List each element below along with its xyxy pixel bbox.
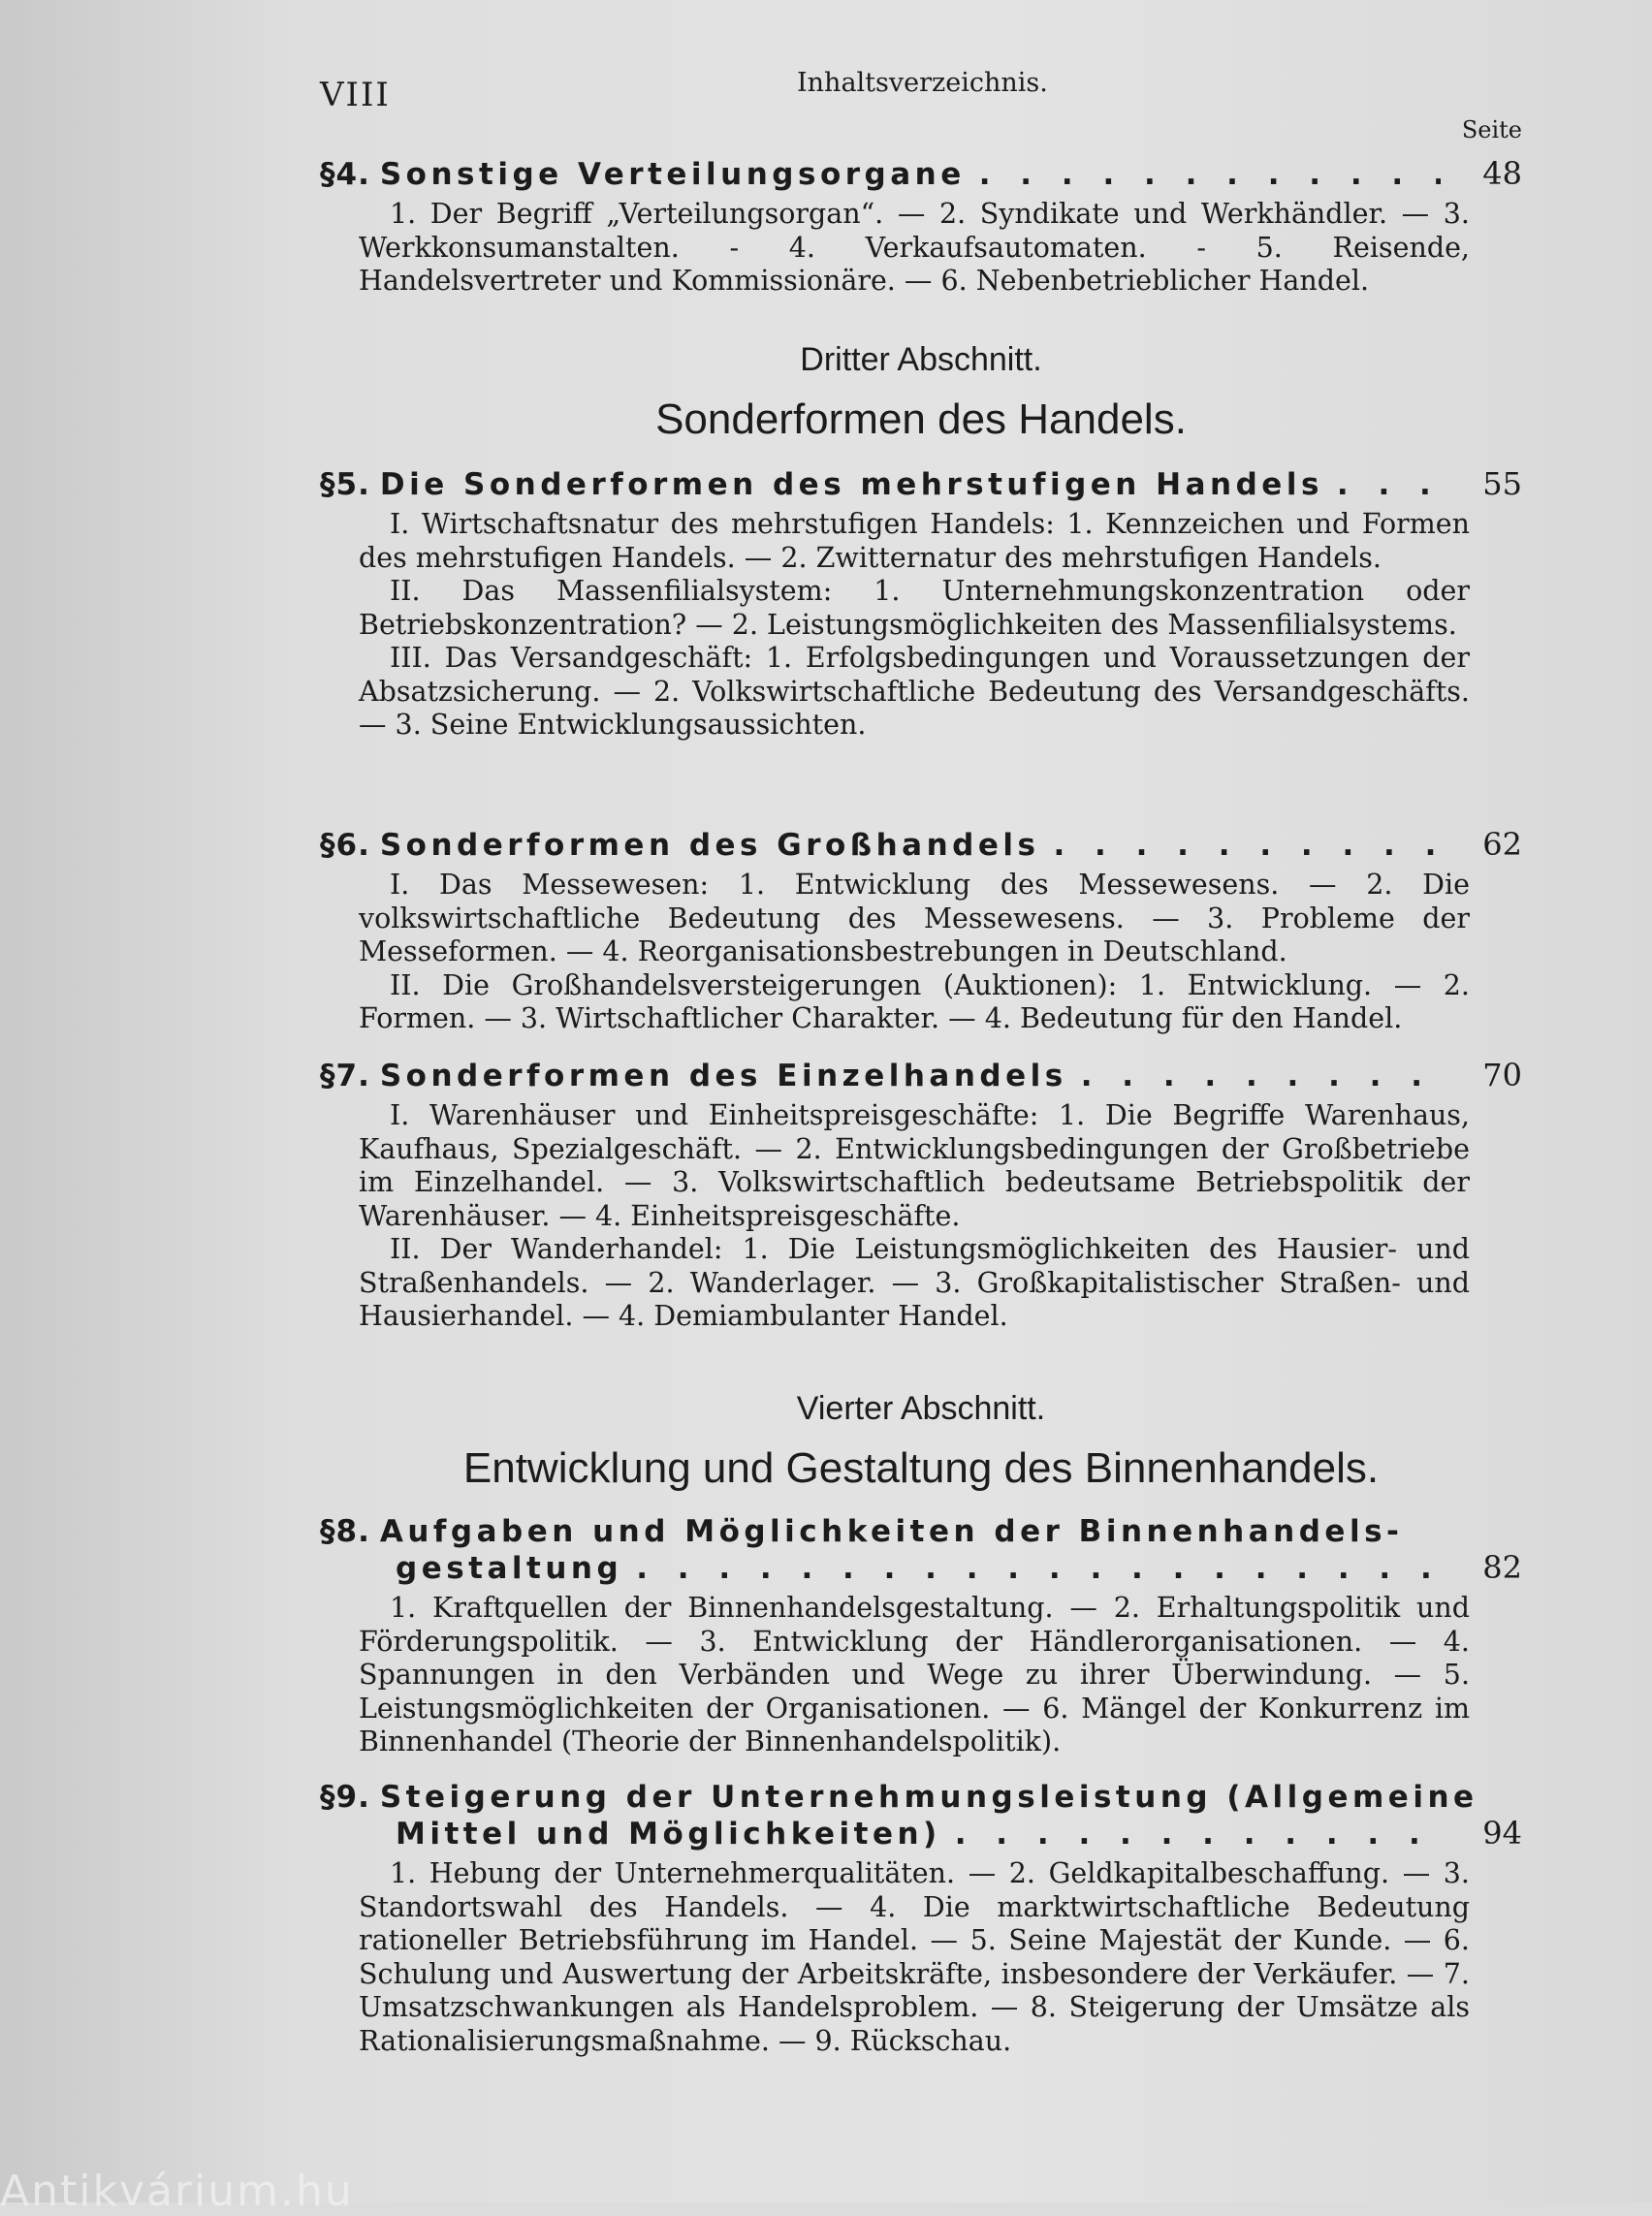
- page-header: [320, 68, 1522, 143]
- toc-paragraph: I. Das Messewesen: 1. Entwicklung des Messewesens. — 2. Die volkswirtschaftliche Bedeutung des Messewesens. — 3. Probleme der Messeformen. — 4. Reorganisationsbestrebungen in Deutschland.: [359, 869, 1470, 967]
- toc-paragraph: 1. Kraftquellen der Binnenhandelsgestaltung. — 2. Erhaltungspolitik und Förderungspolitik. — 3. Entwicklung der Händlerorganisationen. — 4. Spannungen in den Verbänden und Wege zu ihrer Überwindung. — 5. Leistungsmöglichkeiten der Organisationen. — 6. Mängel der Konkurrenz im Binnenhandel (Theorie der Binnenhandelspolitik).: [359, 1592, 1470, 1757]
- section-title: Sonstige Verteilungsorgane: [379, 157, 966, 192]
- page-ref: 62: [1482, 826, 1522, 863]
- page-number: VIII: [320, 76, 391, 114]
- seite-label: Seite: [1461, 116, 1522, 143]
- section-title-cont: Mittel und Möglichkeiten): [396, 1817, 941, 1852]
- running-title: Inhaltsverzeichnis.: [797, 68, 1048, 98]
- leader-dots: [955, 1817, 1441, 1852]
- toc-paragraph: 1. Der Begriff „Verteilungsorgan“. — 2. Syndikate und Werkhändler. — 3. Werkkonsumanstalten. - 4. Verkaufsautomaten. - 5. Reisende, Handelsvertreter und Kommissionäre. — 6. Nebenbetrieblicher Handel.: [359, 198, 1470, 297]
- toc-entry-title: [320, 465, 1522, 502]
- toc-entry-title-cont: [320, 1549, 1522, 1586]
- toc-entry-title-cont: [320, 1815, 1522, 1852]
- leader-dots: [1081, 1059, 1441, 1093]
- section-number: §5.: [320, 467, 370, 502]
- part-title: Sonderformen des Handels.: [655, 396, 1187, 443]
- section-number: §8.: [320, 1514, 370, 1549]
- toc-paragraph: II. Der Wanderhandel: 1. Die Leistungsmöglichkeiten des Hausier- und Straßenhandels. — 2. Wanderlager. — 3. Großkapitalistischer Straßen- und Hausierhandel. — 4. Demiambulanter Handel.: [359, 1233, 1470, 1332]
- page-ref: 82: [1482, 1549, 1522, 1586]
- section-number: §9.: [320, 1780, 370, 1815]
- toc-paragraph: 1. Hebung der Unternehmerqualitäten. — 2. Geldkapitalbeschaffung. — 3. Standortswahl des Handels. — 4. Die marktwirtschaftliche Bedeutung rationeller Betriebsführung im Handel. — 5. Seine Majestät der Kunde. — 6. Schulung und Auswertung der Arbeitskräfte, insbesondere der Verkäufer. — 7. Umsatzschwankungen als Handelsproblem. — 8. Steigerung der Umsätze als Rationalisierungsmaßnahme. — 9. Rückschau.: [359, 1857, 1470, 2057]
- page-ref: 55: [1482, 465, 1522, 502]
- section-title: Sonderformen des Einzelhandels: [379, 1059, 1067, 1093]
- toc-entry-title: [320, 1057, 1522, 1093]
- section-number: §4.: [320, 157, 370, 192]
- leader-dots: [1053, 828, 1441, 863]
- toc-paragraph: I. Wirtschaftsnatur des mehrstufigen Handels: 1. Kennzeichen und Formen des mehrstufigen Handels. — 2. Zwitternatur des mehrstufigen Handels.: [359, 508, 1470, 574]
- toc-entry-body: [320, 1592, 1522, 1759]
- toc-entry-title: [320, 1780, 1522, 1815]
- toc-entry-5: [320, 465, 1522, 743]
- toc-entry-7: [320, 1057, 1522, 1334]
- section-title: Steigerung der Unternehmungsleistung (Allgemeine: [379, 1780, 1478, 1815]
- toc-entry-body: [320, 1099, 1522, 1334]
- watermark: Antikvárium.hu: [0, 2167, 354, 2216]
- section-title: Aufgaben und Möglichkeiten der Binnenhandels-: [379, 1514, 1404, 1549]
- page-ref: 48: [1482, 155, 1522, 192]
- leader-dots: [979, 157, 1441, 192]
- page-ref: 70: [1482, 1057, 1522, 1093]
- section-number: §6.: [320, 828, 370, 863]
- toc-entry-body: [320, 1857, 1522, 2058]
- toc-entry-title: [320, 155, 1522, 192]
- toc-paragraph: I. Warenhäuser und Einheitspreisgeschäfte: 1. Die Begriffe Warenhaus, Kaufhaus, Spezialgeschäft. — 2. Entwicklungsbedingungen der Großbetriebe im Einzelhandel. — 3. Volkswirtschaftlich bedeutsame Betriebspolitik der Warenhäuser. — 4. Einheitspreisgeschäfte.: [359, 1099, 1470, 1232]
- toc-entry-title: [320, 826, 1522, 863]
- toc-entry-6: [320, 826, 1522, 1036]
- toc-paragraph: II. Das Massenfilialsystem: 1. Unternehmungskonzentration oder Betriebskonzentration? — 2. Leistungsmöglichkeiten des Massenfilialsystems.: [359, 575, 1470, 641]
- section-number: §7.: [320, 1059, 370, 1093]
- leader-dots: [636, 1551, 1441, 1586]
- part-title: Entwicklung und Gestaltung des Binnenhandels.: [462, 1444, 1380, 1492]
- toc-entry-body: [320, 508, 1522, 743]
- toc-entry-body: [320, 198, 1522, 299]
- toc-paragraph: II. Die Großhandelsversteigerungen (Auktionen): 1. Entwicklung. — 2. Formen. — 3. Wirtschaftlicher Charakter. — 4. Bedeutung für den Handel.: [359, 968, 1470, 1034]
- toc-entry-body: [320, 869, 1522, 1036]
- toc-entry-4: [320, 155, 1522, 299]
- part-heading: Vierter Abschnitt.: [796, 1390, 1046, 1427]
- toc-entry-title: [320, 1514, 1522, 1549]
- page-ref: 94: [1482, 1815, 1522, 1852]
- leader-dots: [1337, 467, 1441, 502]
- section-title: Die Sonderformen des mehrstufigen Handels: [379, 467, 1323, 502]
- section-title: Sonderformen des Großhandels: [379, 828, 1040, 863]
- toc-entry-8: [320, 1514, 1522, 1759]
- toc-entry-9: [320, 1780, 1522, 2058]
- part-heading: Dritter Abschnitt.: [800, 341, 1042, 378]
- toc-paragraph: III. Das Versandgeschäft: 1. Erfolgsbedingungen und Voraussetzungen der Absatzsicherung. — 2. Volkswirtschaftliche Bedeutung des Versandgeschäfts. — 3. Seine Entwicklungsaussichten.: [359, 642, 1470, 741]
- section-title-cont: gestaltung: [396, 1551, 623, 1586]
